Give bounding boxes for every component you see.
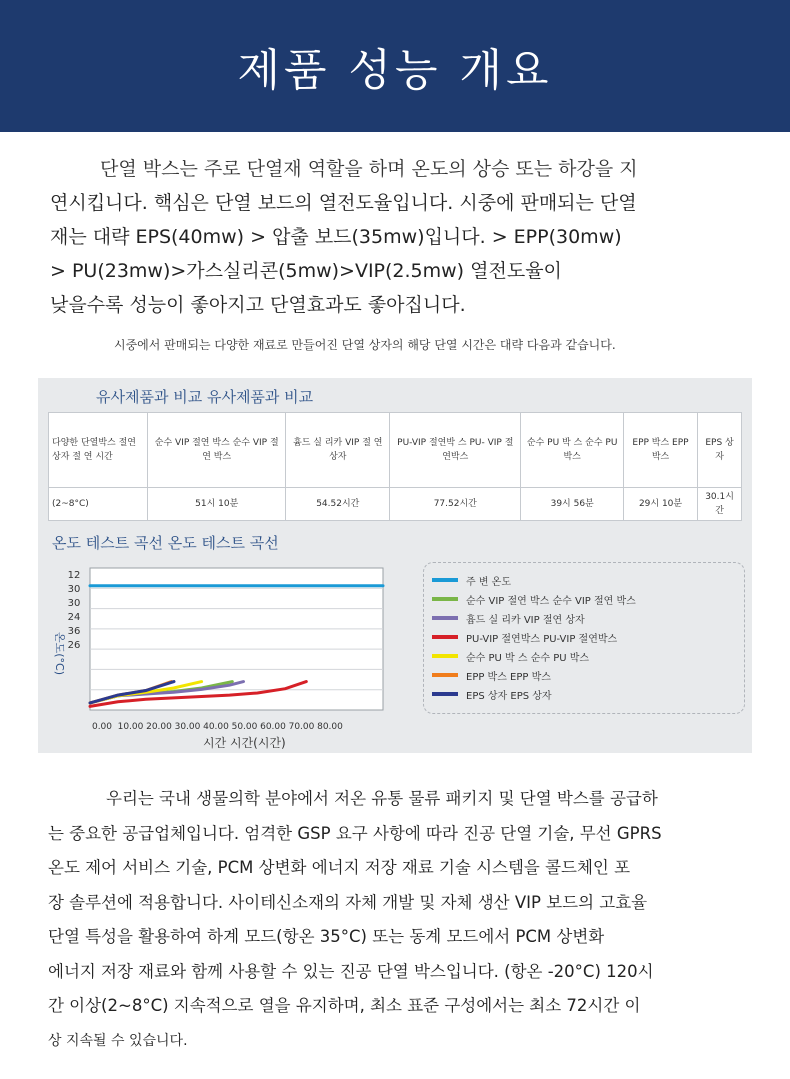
table-cell: (2~8°C) [49,488,148,521]
y-tick-label: 12 [67,570,81,581]
table-cell: 77.52시간 [390,488,521,521]
legend-item [432,611,585,625]
body-line: 상 지속될 수 있습니다. [48,1032,188,1049]
legend-label: PU-VIP 절연박스 PU-VIP 절연박스 [466,633,618,645]
body-section [48,782,760,1058]
legend-label: 흄드 실 리카 VIP 절연 상자 [466,614,585,626]
body-line: 우리는 국내 생물의학 분야에서 저온 유통 물류 패키지 및 단열 박스를 공급하 [106,789,658,808]
legend-swatch [432,578,458,582]
legend-label: 순수 PU 박 스 순수 PU 박스 [466,652,590,664]
legend-swatch [432,692,458,696]
legend-item [432,573,511,587]
legend-swatch [432,654,458,658]
table-cell: 29시 10분 [623,488,697,521]
table-cell: 54.52시간 [286,488,390,521]
intro-note: 시중에서 판매되는 다양한 재료로 만들어진 단열 상자의 해당 단열 시간은 대략 다음과 같습니다. [114,338,616,352]
x-tick-label: 70.00 [288,722,315,732]
y-axis-label: 온도(°C) [53,632,66,676]
legend-swatch [432,597,458,601]
x-tick-label: 50.00 [231,722,258,732]
plot-area [90,568,383,710]
table-cell: 다양한 단열박스 절연 상자 절 연 시간 [49,413,148,488]
intro-line: 재는 대략 EPS(40mw) > 압출 보드(35mw)입니다. > EPP(30mw) [50,226,622,248]
legend-item [432,649,589,663]
table-cell: EPP 박스 EPP 박스 [623,413,697,488]
intro-line: 연시킵니다. 핵심은 단열 보드의 열전도율입니다. 시중에 판매되는 단열 [50,192,637,214]
table-cell: 30.1시간 [698,488,742,521]
body-line: 간 이상(2~8°C) 지속적으로 열을 유지하며, 최소 표준 구성에서는 최소 72시간 이 [48,996,641,1015]
page-title: 제품 성능 개요 [237,45,553,96]
x-tick-label: 0.00 [91,722,113,732]
y-tick-label: 30 [67,584,81,595]
x-ticks [92,722,343,732]
body-line: 장 솔루션에 적용합니다. 사이테신소재의 자체 개발 및 자체 생산 VIP 보드의 고효율 [48,892,648,912]
page-header [0,0,790,132]
y-tick-label: 30 [67,598,81,609]
legend-label: 주 변 온도 [466,576,511,588]
legend-item [432,630,617,644]
intro-section [50,152,750,354]
table-cell: PU-VIP 절연박 스 PU- VIP 절연박스 [390,413,521,488]
intro-line: 낮을수록 성능이 좋아지고 단열효과도 좋아집니다. [50,294,466,316]
y-tick-label: 26 [67,640,81,651]
comparison-panel [38,378,752,753]
table-cell: 39시 56분 [521,488,623,521]
table-cell: 51시 10분 [148,488,286,521]
legend-label: 순수 VIP 절연 박스 순수 VIP 절연 박스 [466,595,636,607]
y-tick-label: 24 [67,612,81,623]
chart-legend [423,562,745,714]
legend-item [432,668,551,682]
body-line: 단열 특성을 활용하여 하계 모드(항온 35°C) 또는 동계 모드에서 PCM 상변화 [48,927,605,946]
table-row [49,488,742,521]
body-line: 에너지 저장 재료와 함께 사용할 수 있는 진공 단열 박스입니다. (항온 -20°C) 120시 [48,961,654,981]
legend-swatch [432,616,458,620]
x-tick-label: 80.00 [317,722,343,732]
table-header-row [49,413,742,488]
x-tick-label: 40.00 [203,722,229,732]
legend-item [432,592,636,606]
table-cell: 순수 PU 박 스 순수 PU 박스 [521,413,623,488]
intro-line: > PU(23mw)>가스실리콘(5mw)>VIP(2.5mw) 열전도율이 [50,260,562,282]
body-line: 는 중요한 공급업체입니다. 엄격한 GSP 요구 사항에 따라 진공 단열 기술, 무선 GPRS [48,823,662,843]
table-cell: EPS 상 자 [698,413,742,488]
legend-item [432,687,552,701]
x-tick-label: 30.00 [174,722,201,732]
table-cell: 흄드 실 리카 VIP 절 연 상자 [286,413,390,488]
y-tick-label: 36 [67,626,81,637]
x-axis-label: 시간 시간(시간) [203,736,286,750]
legend-label: EPP 박스 EPP 박스 [466,671,551,683]
legend-swatch [432,673,458,677]
comparison-title: 유사제품과 비교 유사제품과 비교 [96,388,314,406]
legend-label: EPS 상자 EPS 상자 [466,690,552,702]
x-tick-label: 10.00 [117,722,144,732]
chart-grid [90,568,383,710]
comparison-table [48,412,742,521]
y-ticks [68,570,81,651]
intro-line: 단열 박스는 주로 단열재 역할을 하며 온도의 상승 또는 하강을 지 [100,158,638,180]
body-line: 온도 제어 서비스 기술, PCM 상변화 에너지 저장 재료 기술 시스템을 콜드체인 포 [48,858,631,877]
curve-title: 온도 테스트 곡선 온도 테스트 곡선 [52,534,279,552]
legend-swatch [432,635,458,639]
table-cell: 순수 VIP 절연 박스 순수 VIP 절연 박스 [148,413,286,488]
temperature-chart [38,558,418,753]
x-tick-label: 20.00 [146,722,172,732]
x-tick-label: 60.00 [260,722,286,732]
